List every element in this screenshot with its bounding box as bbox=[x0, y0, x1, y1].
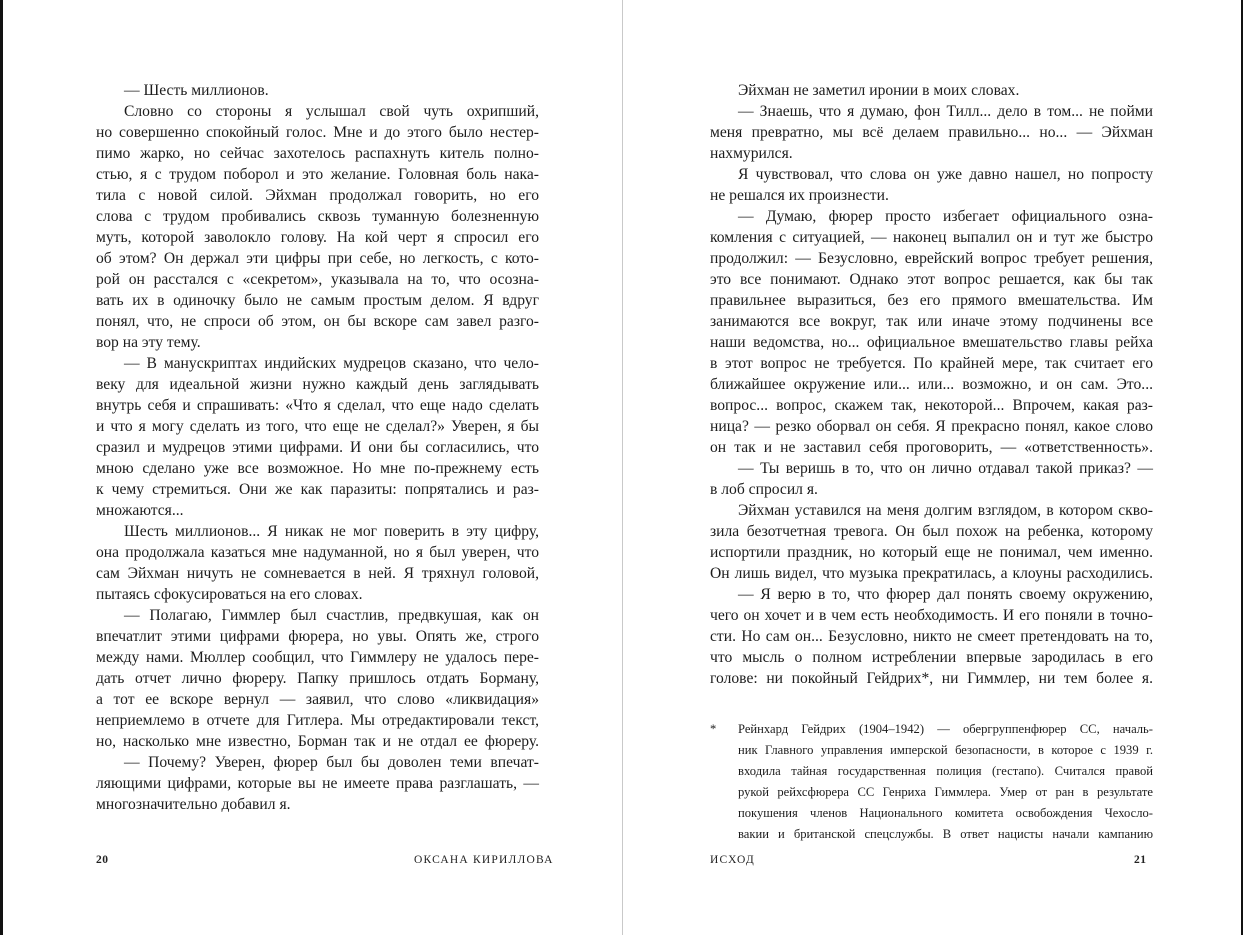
text-line: сразил и мудрецов этими цифрами. И они бы согласились, что bbox=[96, 439, 539, 456]
footnote-text: Рейнхард Гейдрих (1904–1942) — обергруппенфюрер СС, началь- bbox=[738, 722, 1153, 736]
text-line: тила с новой силой. Эйхман продолжал говорить, но его bbox=[96, 187, 539, 204]
text-line: вопрос... вопрос, скажем так, некоторой... Впрочем, какая раз- bbox=[710, 397, 1153, 414]
text-line: голове: ни покойный Гейдрих*, ни Гиммлер, ни тем более я. bbox=[710, 670, 1153, 687]
text-line: впечатлит этими цифрами фюрера, но увы. Опять же, строго bbox=[96, 628, 539, 645]
text-line: зила безотчетная тревога. Он был похож на ребенка, которому bbox=[710, 523, 1153, 540]
text-line: меня превратно, мы всё делаем правильно... но... — Эйхман bbox=[710, 124, 1153, 141]
text-line: неприемлемо в отчете для Гитлера. Мы отредактировали текст, bbox=[96, 712, 539, 729]
footnote-line bbox=[710, 761, 1153, 782]
text-line: вор на эту тему. bbox=[96, 334, 201, 351]
text-line: наши ведомства, но... официальное вмешательство главы рейха bbox=[710, 334, 1153, 351]
text-line: пытаясь сфокусироваться на его словах. bbox=[96, 586, 363, 603]
text-line: рой он расстался с «секретом», указывала на то, что осозна- bbox=[96, 271, 539, 288]
text-line: но совершенно спокойный голос. Мне и до этого было нестер- bbox=[96, 124, 539, 141]
text-line: стью, я с трудом поборол и это желание. Головная боль нака- bbox=[96, 166, 539, 183]
running-head-author: ОКСАНА КИРИЛЛОВА bbox=[414, 854, 554, 866]
footnote-text: вакии и британской спецслужбы. В ответ нацисты начали кампанию bbox=[738, 827, 1153, 841]
text-line: и что я могу сделать из того, что еще не сделал?» Уверен, я бы bbox=[96, 418, 539, 435]
text-line: комления с ситуацией, — наконец выпалил он и тут же быстро bbox=[710, 229, 1153, 246]
footnote-text: ник Главного управления имперской безопасности, в которое с 1939 г. bbox=[738, 743, 1153, 757]
text-line: занимаются все вокруг, так или иначе этому подчинены все bbox=[710, 313, 1153, 330]
text-line: Словно со стороны я услышал свой чуть охрипший, bbox=[124, 103, 539, 120]
page-number-left: 20 bbox=[96, 854, 109, 866]
book-edge-left bbox=[0, 0, 3, 935]
text-line: к чему стремиться. Они же как паразиты: попрятались и раз- bbox=[96, 481, 539, 498]
text-line: продолжил: — Безусловно, еврейский вопрос требует решения, bbox=[710, 250, 1153, 267]
text-line: — Знаешь, что я думаю, фон Тилл... дело в том... не пойми bbox=[738, 103, 1153, 120]
text-line: нахмурился. bbox=[710, 145, 793, 162]
text-line: вать их в одиночку было не самым простым делом. Я вдруг bbox=[96, 292, 539, 309]
text-line: испортили праздник, но который еще не понимал, чем именно. bbox=[710, 544, 1153, 561]
text-line: он так и не заставил себя проговорить, — «ответственность». bbox=[710, 439, 1153, 456]
text-line: она продолжала казаться мне надуманной, но я был уверен, что bbox=[96, 544, 539, 561]
text-line: а тот ее вскоре вернул — заявил, что слово «ликвидация» bbox=[96, 691, 539, 708]
text-line: это все понимают. Однако этот вопрос решается, как бы так bbox=[710, 271, 1153, 288]
text-line: — Думаю, фюрер просто избегает официального озна- bbox=[738, 208, 1153, 225]
text-line: сти. Но сам он... Безусловно, никто не смеет претендовать на то, bbox=[710, 628, 1153, 645]
text-line: множаются... bbox=[96, 502, 184, 519]
text-line: — Ты веришь в то, что он лично отдавал такой приказ? — bbox=[738, 460, 1153, 477]
footnote-text: покушения членов Национального комитета освобождения Чехосло- bbox=[738, 806, 1153, 820]
footnote-line bbox=[710, 740, 1153, 761]
footnote-text: рукой рейхсфюрера СС Генриха Гиммлера. Умер от ран в результате bbox=[738, 785, 1153, 799]
footnote-marker: * bbox=[710, 722, 717, 736]
text-line: муть, которой заволокло голову. На кой черт я спросил его bbox=[96, 229, 539, 246]
text-line: понял, что, не спроси об этом, он бы вскоре сам завел разго- bbox=[96, 313, 539, 330]
text-line: — Я верю в то, что фюрер дал понять своему окружению, bbox=[738, 586, 1153, 603]
text-line: — Шесть миллионов. bbox=[124, 82, 269, 99]
text-line: но, насколько мне известно, Борман так и не отдал ее фюреру. bbox=[96, 733, 539, 750]
page-number-right: 21 bbox=[1134, 854, 1147, 866]
text-line: не решался их произнести. bbox=[710, 187, 889, 204]
text-line: пимо жарко, но сейчас захотелось распахнуть китель полно- bbox=[96, 145, 539, 162]
text-line: Шесть миллионов... Я никак не мог поверить в эту цифру, bbox=[124, 523, 539, 540]
text-line: Эйхман уставился на меня долгим взглядом, в котором скво- bbox=[738, 502, 1153, 519]
text-line: правильнее выразиться, без его прямого вмешательства. Им bbox=[710, 292, 1153, 309]
text-line: ница? — резко оборвал он себя. Я прекрасно понял, какое слово bbox=[710, 418, 1153, 435]
text-line: в лоб спросил я. bbox=[710, 481, 818, 498]
text-line: ближайшее окружение или... или... возможно, и он сам. Это... bbox=[710, 376, 1153, 393]
text-line: — В манускриптах индийских мудрецов сказано, что чело- bbox=[124, 355, 539, 372]
book-spine bbox=[622, 0, 623, 935]
text-line: об этом? Он держал эти цифры при себе, но легкость, с кото- bbox=[96, 250, 539, 267]
text-line: многозначительно добавил я. bbox=[96, 796, 291, 813]
text-line: Я чувствовал, что слова он уже давно нашел, но попросту bbox=[738, 166, 1153, 183]
footnote-line bbox=[710, 803, 1153, 824]
text-line: между нами. Мюллер сообщил, что Гиммлеру не удалось пере- bbox=[96, 649, 539, 666]
text-line: Он лишь видел, что музыка прекратилась, а клоуны расходились. bbox=[710, 565, 1153, 582]
text-line: — Полагаю, Гиммлер был счастлив, предвкушая, как он bbox=[124, 607, 539, 624]
text-line: чего он хочет и в чем есть необходимость. И его поняли в точно- bbox=[710, 607, 1153, 624]
text-line: веку для идеальной жизни нужно каждый день заглядывать bbox=[96, 376, 539, 393]
left-page-text bbox=[96, 80, 539, 815]
footnote-text: входила тайная государственная полиция (гестапо). Считался правой bbox=[738, 764, 1153, 778]
text-line: дать отчет лично фюреру. Папку пришлось отдать Борману, bbox=[96, 670, 539, 687]
text-line: внутрь себя и спрашивать: «Что я сделал, что еще надо сделать bbox=[96, 397, 539, 414]
footnote-line bbox=[710, 782, 1153, 803]
text-line: — Почему? Уверен, фюрер был бы доволен теми впечат- bbox=[124, 754, 539, 771]
text-line: сам Эйхман ничуть не сомневается в ней. Я тряхнул головой, bbox=[96, 565, 539, 582]
text-line: слова с трудом пробивались сквозь туманную болезненную bbox=[96, 208, 539, 225]
text-line: мною сделано уже все возможное. Но мне по-прежнему есть bbox=[96, 460, 539, 477]
running-head-title: ИСХОД bbox=[710, 854, 755, 866]
text-line: Эйхман не заметил иронии в моих словах. bbox=[738, 82, 1020, 99]
text-line: что мысль о полном истреблении впервые зародилась в его bbox=[710, 649, 1153, 666]
footnote-line bbox=[710, 824, 1153, 845]
text-line: ляющими цифрами, которые вы не имеете права разглашать, — bbox=[96, 775, 539, 792]
footnote-line bbox=[710, 719, 1153, 740]
right-page-text bbox=[710, 80, 1153, 689]
footnote bbox=[710, 719, 1153, 845]
text-line: в этот вопрос не требуется. По крайней мере, так считает его bbox=[710, 355, 1153, 372]
